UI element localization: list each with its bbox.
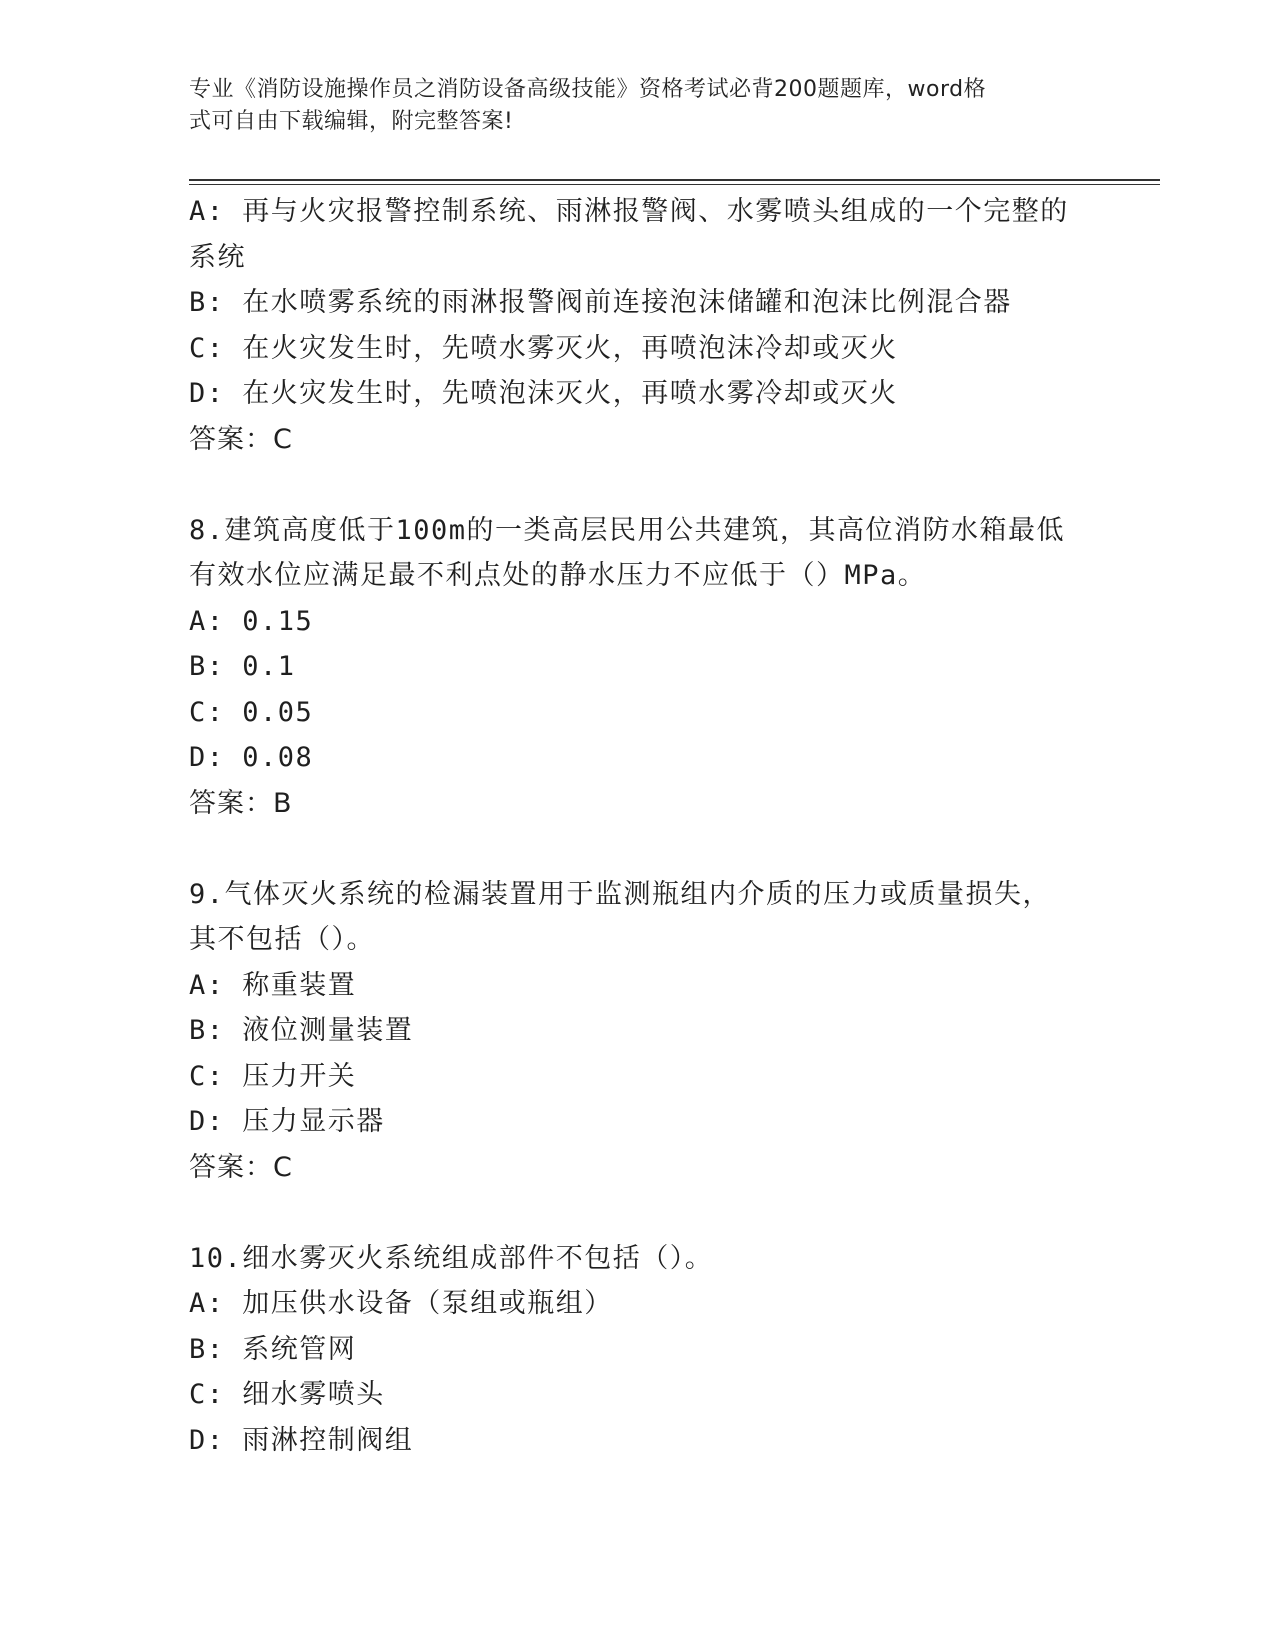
option-d: D: 压力显示器: [189, 1106, 385, 1137]
answer-line: 答案：C: [189, 423, 293, 455]
option-a: A: 再与火灾报警控制系统、雨淋报警阀、水雾喷头组成的一个完整的: [189, 196, 1069, 227]
option-c: C: 0.05: [189, 696, 314, 728]
question-9: [189, 872, 1089, 1191]
header-line-1: 专业《消防设施操作员之消防设备高级技能》资格考试必背200题题库，word格: [189, 77, 987, 102]
option-d: D: 在火灾发生时，先喷泡沫灭火，再喷水雾冷却或灭火: [189, 378, 898, 409]
option-c: C: 在火灾发生时，先喷水雾灭火，再喷泡沫冷却或灭火: [189, 332, 898, 364]
header-line-2: 式可自由下载编辑，附完整答案!: [189, 109, 514, 134]
option-c: C: 压力开关: [189, 1060, 357, 1092]
question-stem: 9.气体灭火系统的检漏装置用于监测瓶组内介质的压力或质量损失，: [189, 878, 1052, 910]
question-list: [189, 189, 1089, 1463]
option-a-wrap: 系统: [189, 241, 246, 273]
page-header: [189, 74, 1069, 138]
option-a: A: 称重装置: [189, 969, 357, 1001]
option-b: B: 系统管网: [189, 1333, 357, 1365]
option-c: C: 细水雾喷头: [189, 1379, 385, 1410]
answer-line: 答案：B: [189, 787, 293, 819]
option-d: D: 0.08: [189, 742, 314, 773]
option-b: B: 在水喷雾系统的雨淋报警阀前连接泡沫储罐和泡沫比例混合器: [189, 287, 1012, 318]
header-divider-thick: [189, 179, 1160, 181]
option-b: B: 0.1: [189, 651, 296, 682]
question-10: [189, 1236, 1089, 1464]
header-divider-thin: [189, 184, 1160, 185]
question-8: [189, 508, 1089, 827]
spacer: [189, 826, 1089, 872]
spacer: [189, 462, 1089, 508]
question-stem: 10.细水雾灭火系统组成部件不包括（）。: [189, 1242, 714, 1274]
spacer: [189, 1190, 1089, 1236]
question-stem-wrap: 其不包括（）。: [189, 924, 375, 955]
question-7-continued: [189, 189, 1089, 462]
option-b: B: 液位测量装置: [189, 1015, 414, 1046]
question-stem-wrap: 有效水位应满足最不利点处的静水压力不应低于（）MPa。: [189, 560, 927, 591]
question-stem: 8.建筑高度低于100m的一类高层民用公共建筑，其高位消防水箱最低: [189, 514, 1066, 546]
option-a: A: 0.15: [189, 605, 314, 637]
answer-line: 答案：C: [189, 1151, 293, 1183]
option-a: A: 加压供水设备（泵组或瓶组）: [189, 1288, 613, 1319]
option-d: D: 雨淋控制阀组: [189, 1424, 414, 1456]
